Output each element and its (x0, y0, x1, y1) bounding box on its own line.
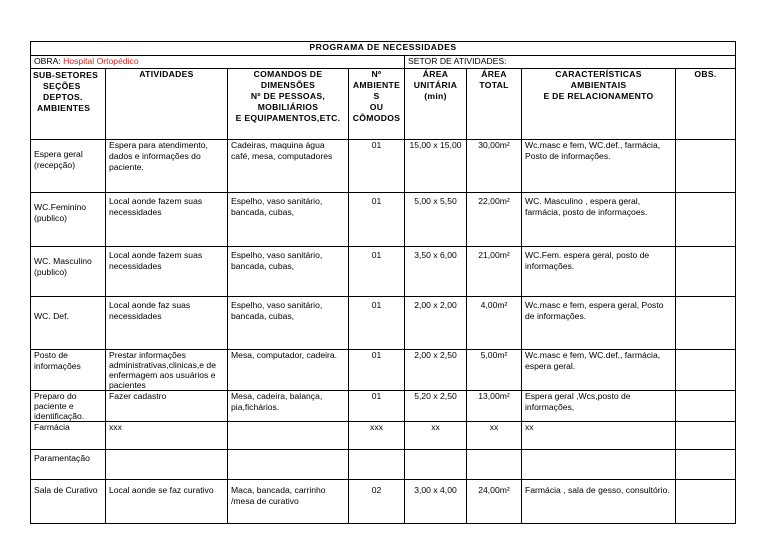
cell-ambiente: Sala de Curativo (31, 480, 106, 524)
cell-num: 01 (349, 391, 405, 422)
cell-atividades: Espera para atendimento, dados e informações do paciente. (106, 140, 228, 193)
table-row (31, 247, 736, 297)
cell-area-total: 5,00m² (467, 350, 522, 391)
cell-atividades: Local aonde faz suas necessidades (106, 297, 228, 350)
table-row (31, 480, 736, 524)
header-text: Nº (371, 69, 382, 79)
header-text: OU (369, 102, 384, 112)
cell-caracteristicas: Wc.masc e fem, WC.def., farmácia, espera geral. (522, 350, 676, 391)
cell-ambiente: Paramentação (31, 450, 106, 480)
header-text: AMBIENTES (37, 103, 91, 113)
header-text: CARACTERÍSTICAS (555, 69, 642, 79)
header-text: AMBIENTAIS (570, 80, 627, 90)
table-row (31, 422, 736, 450)
header-text: Nº DE PESSOAS, (250, 91, 326, 101)
header-text: SEÇÕES (43, 81, 81, 91)
cell-ambiente: Farmácia (31, 422, 106, 450)
cell-area-total: 30,00m² (467, 140, 522, 193)
header-text: COMANDOS DE (253, 69, 323, 79)
header-area-unitaria (405, 69, 467, 140)
cell-area-unit: 15,00 x 15,00 (405, 140, 467, 193)
cell-area-unit: 5,20 x 2,50 (405, 391, 467, 422)
cell-caracteristicas: Farmácia , sala de gesso, consultório. (522, 480, 676, 524)
cell-num: 02 (349, 480, 405, 524)
cell-num: 01 (349, 297, 405, 350)
header-comandos (228, 69, 349, 140)
header-caracteristicas (522, 69, 676, 140)
cell-comandos: Espelho, vaso sanitário, bancada, cubas, (228, 297, 349, 350)
cell-atividades: Fazer cadastro (106, 391, 228, 422)
header-ambientes (349, 69, 405, 140)
header-text: TOTAL (479, 80, 509, 90)
header-text: ÁREA (422, 69, 449, 79)
cell-atividades: Local aonde fazem suas necessidades (106, 247, 228, 297)
cell-comandos: Mesa, cadeira, balança, pia,fichários. (228, 391, 349, 422)
cell-atividades: Prestar informações administrativas,clinicas,e de enfermagem aos usuários e pacientes (106, 350, 228, 391)
header-text: SUB-SETORES (33, 70, 99, 80)
cell-atividades: xxx (106, 422, 228, 450)
cell-area-unit: 3,00 x 4,00 (405, 480, 467, 524)
cell-caracteristicas: Espera geral ,Wcs,posto de informações, (522, 391, 676, 422)
cell-area-unit: 2,00 x 2,50 (405, 350, 467, 391)
cell-area-unit: 5,00 x 5,50 (405, 193, 467, 247)
cell-caracteristicas: WC. Masculino , espera geral, farmácia, posto de informaçoes. (522, 193, 676, 247)
cell-obs (676, 391, 736, 422)
cell-caracteristicas: Wc.masc e fem, espera geral, Posto de informações. (522, 297, 676, 350)
cell-comandos: Espelho, vaso sanitário, bancada, cubas, (228, 193, 349, 247)
header-atividades: ATIVIDADES (106, 69, 228, 140)
cell-ambiente: Espera geral (recepção) (31, 140, 106, 193)
needs-program-table (30, 41, 736, 524)
header-text: CÔMODOS (352, 113, 401, 123)
cell-area-total: 4,00m² (467, 297, 522, 350)
header-text: S (373, 91, 380, 101)
header-text: MOBILIÁRIOS (257, 102, 319, 112)
cell-area-total: 21,00m² (467, 247, 522, 297)
table-row (31, 140, 736, 193)
cell-area-total: xx (467, 422, 522, 450)
cell-area-unit (405, 450, 467, 480)
cell-comandos (228, 450, 349, 480)
cell-obs (676, 193, 736, 247)
cell-obs (676, 480, 736, 524)
header-obs: OBS. (676, 69, 736, 140)
cell-atividades: Local aonde se faz curativo (106, 480, 228, 524)
cell-comandos: Maca, bancada, carrinho /mesa de curativo (228, 480, 349, 524)
cell-num (349, 450, 405, 480)
cell-num: xxx (349, 422, 405, 450)
header-text: DIMENSÕES (260, 80, 316, 90)
setor-field (405, 56, 736, 69)
header-text: DEPTOS. (43, 92, 83, 102)
header-text: E DE RELACIONAMENTO (543, 91, 654, 101)
cell-obs (676, 247, 736, 297)
header-text: E EQUIPAMENTOS,ETC. (235, 113, 341, 123)
cell-caracteristicas (522, 450, 676, 480)
document-title: PROGRAMA DE NECESSIDADES (31, 42, 736, 56)
cell-ambiente: WC.Feminino (publico) (31, 193, 106, 247)
header-area-total (467, 69, 522, 140)
table-row (31, 391, 736, 422)
header-text: AMBIENTE (352, 80, 401, 90)
cell-obs (676, 450, 736, 480)
cell-area-total: 13,00m² (467, 391, 522, 422)
table-row (31, 193, 736, 247)
cell-area-total: 22,00m² (467, 193, 522, 247)
cell-area-unit: 2,00 x 2,00 (405, 297, 467, 350)
cell-atividades: Local aonde fazem suas necessidades (106, 193, 228, 247)
cell-caracteristicas: xx (522, 422, 676, 450)
cell-caracteristicas: Wc.masc e fem, WC.def., farmácia, Posto de informações. (522, 140, 676, 193)
cell-area-total: 24,00m² (467, 480, 522, 524)
cell-num: 01 (349, 140, 405, 193)
table-row (31, 297, 736, 350)
cell-num: 01 (349, 193, 405, 247)
obra-label: OBRA: (34, 56, 61, 66)
cell-obs (676, 140, 736, 193)
cell-num: 01 (349, 350, 405, 391)
cell-obs (676, 297, 736, 350)
header-text: (min) (424, 91, 447, 101)
cell-area-total (467, 450, 522, 480)
setor-label: SETOR DE ATIVIDADES: (408, 56, 507, 66)
table-row (31, 450, 736, 480)
cell-area-unit: xx (405, 422, 467, 450)
cell-comandos: Espelho, vaso sanitário, bancada, cubas, (228, 247, 349, 297)
header-text: UNITÁRIA (413, 80, 458, 90)
cell-comandos: Mesa, computador, cadeira. (228, 350, 349, 391)
cell-ambiente: WC. Masculino (publico) (31, 247, 106, 297)
cell-ambiente: Preparo do paciente e identificação. (31, 391, 106, 422)
obra-field (31, 56, 405, 69)
header-sub-setores (31, 69, 106, 140)
header-text: ÁREA (481, 69, 507, 79)
cell-obs (676, 422, 736, 450)
cell-comandos (228, 422, 349, 450)
obra-value: Hospital Ortopédico (63, 56, 139, 66)
cell-obs (676, 350, 736, 391)
cell-comandos: Cadeiras, maquina água café, mesa, computadores (228, 140, 349, 193)
cell-caracteristicas: WC.Fem. espera geral, posto de informações. (522, 247, 676, 297)
cell-num: 01 (349, 247, 405, 297)
cell-ambiente: Posto de informações (31, 350, 106, 391)
table-row (31, 350, 736, 391)
cell-area-unit: 3,50 x 6,00 (405, 247, 467, 297)
cell-ambiente: WC. Def. (31, 297, 106, 350)
cell-atividades (106, 450, 228, 480)
